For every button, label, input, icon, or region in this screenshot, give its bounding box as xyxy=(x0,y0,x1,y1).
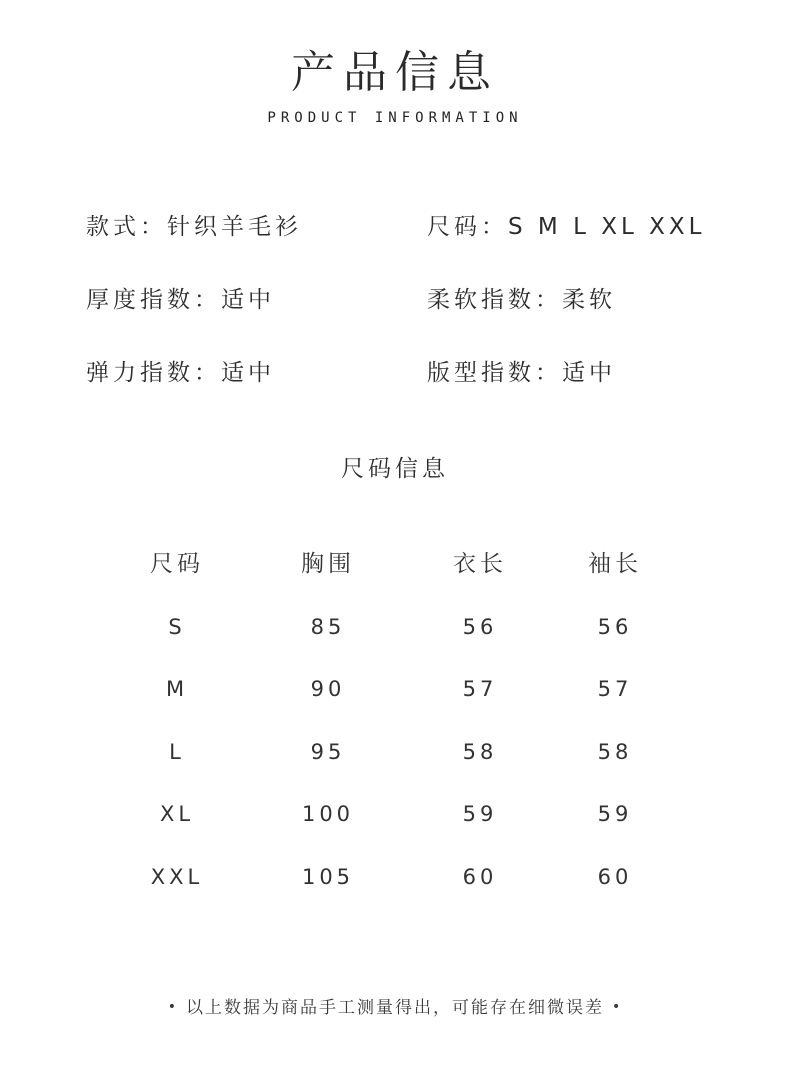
table-row xyxy=(0,853,790,916)
product-info-grid xyxy=(86,188,726,407)
table-row xyxy=(0,603,790,666)
bullet-dot-right: • xyxy=(612,999,623,1015)
info-fit: 版型指数：适中 xyxy=(427,360,616,386)
info-elasticity: 弹力指数：适中 xyxy=(86,360,275,386)
page-title-en: PRODUCT INFORMATION xyxy=(267,110,523,126)
table-row xyxy=(0,728,790,791)
header-size: 尺码 xyxy=(150,551,204,577)
info-softness: 柔软指数：柔软 xyxy=(427,287,616,313)
cell-size: M xyxy=(165,677,189,701)
cell-size: L xyxy=(169,739,185,764)
cell-length: 58 xyxy=(462,739,498,764)
cell-size: XL xyxy=(159,802,195,826)
info-row xyxy=(86,261,726,334)
table-row xyxy=(0,665,790,728)
cell-length: 57 xyxy=(462,677,498,701)
cell-length: 60 xyxy=(462,864,498,889)
cell-length: 59 xyxy=(462,802,498,826)
cell-sleeve: 57 xyxy=(597,677,633,701)
cell-chest: 95 xyxy=(310,739,346,764)
page-title-cn: 产品信息 xyxy=(291,47,499,98)
header-sleeve: 袖长 xyxy=(588,551,642,577)
table-row xyxy=(0,790,790,853)
size-table xyxy=(0,540,790,915)
header-length: 衣长 xyxy=(453,551,507,577)
cell-chest: 90 xyxy=(310,677,346,701)
info-row xyxy=(86,334,726,407)
cell-sleeve: 56 xyxy=(597,614,633,639)
header-chest: 胸围 xyxy=(301,551,355,577)
info-style: 款式：针织羊毛衫 xyxy=(86,214,302,240)
cell-sleeve: 59 xyxy=(597,802,633,826)
footnote-text: 以上数据为商品手工测量得出，可能存在细微误差 xyxy=(186,998,604,1018)
cell-size: S xyxy=(168,614,186,639)
cell-sleeve: 60 xyxy=(597,864,633,889)
size-section-title: 尺码信息 xyxy=(341,456,449,482)
cell-length: 56 xyxy=(462,614,498,639)
cell-chest: 105 xyxy=(301,864,355,889)
cell-chest: 85 xyxy=(310,614,346,639)
cell-size: XXL xyxy=(150,864,204,889)
info-sizes: 尺码：S M L XL XXL xyxy=(427,214,706,240)
info-row xyxy=(86,188,726,261)
footnote xyxy=(0,993,790,1018)
cell-sleeve: 58 xyxy=(597,739,633,764)
bullet-dot-left: • xyxy=(167,999,178,1015)
cell-chest: 100 xyxy=(301,802,355,826)
size-table-header xyxy=(0,540,790,603)
info-thickness: 厚度指数：适中 xyxy=(86,287,275,313)
